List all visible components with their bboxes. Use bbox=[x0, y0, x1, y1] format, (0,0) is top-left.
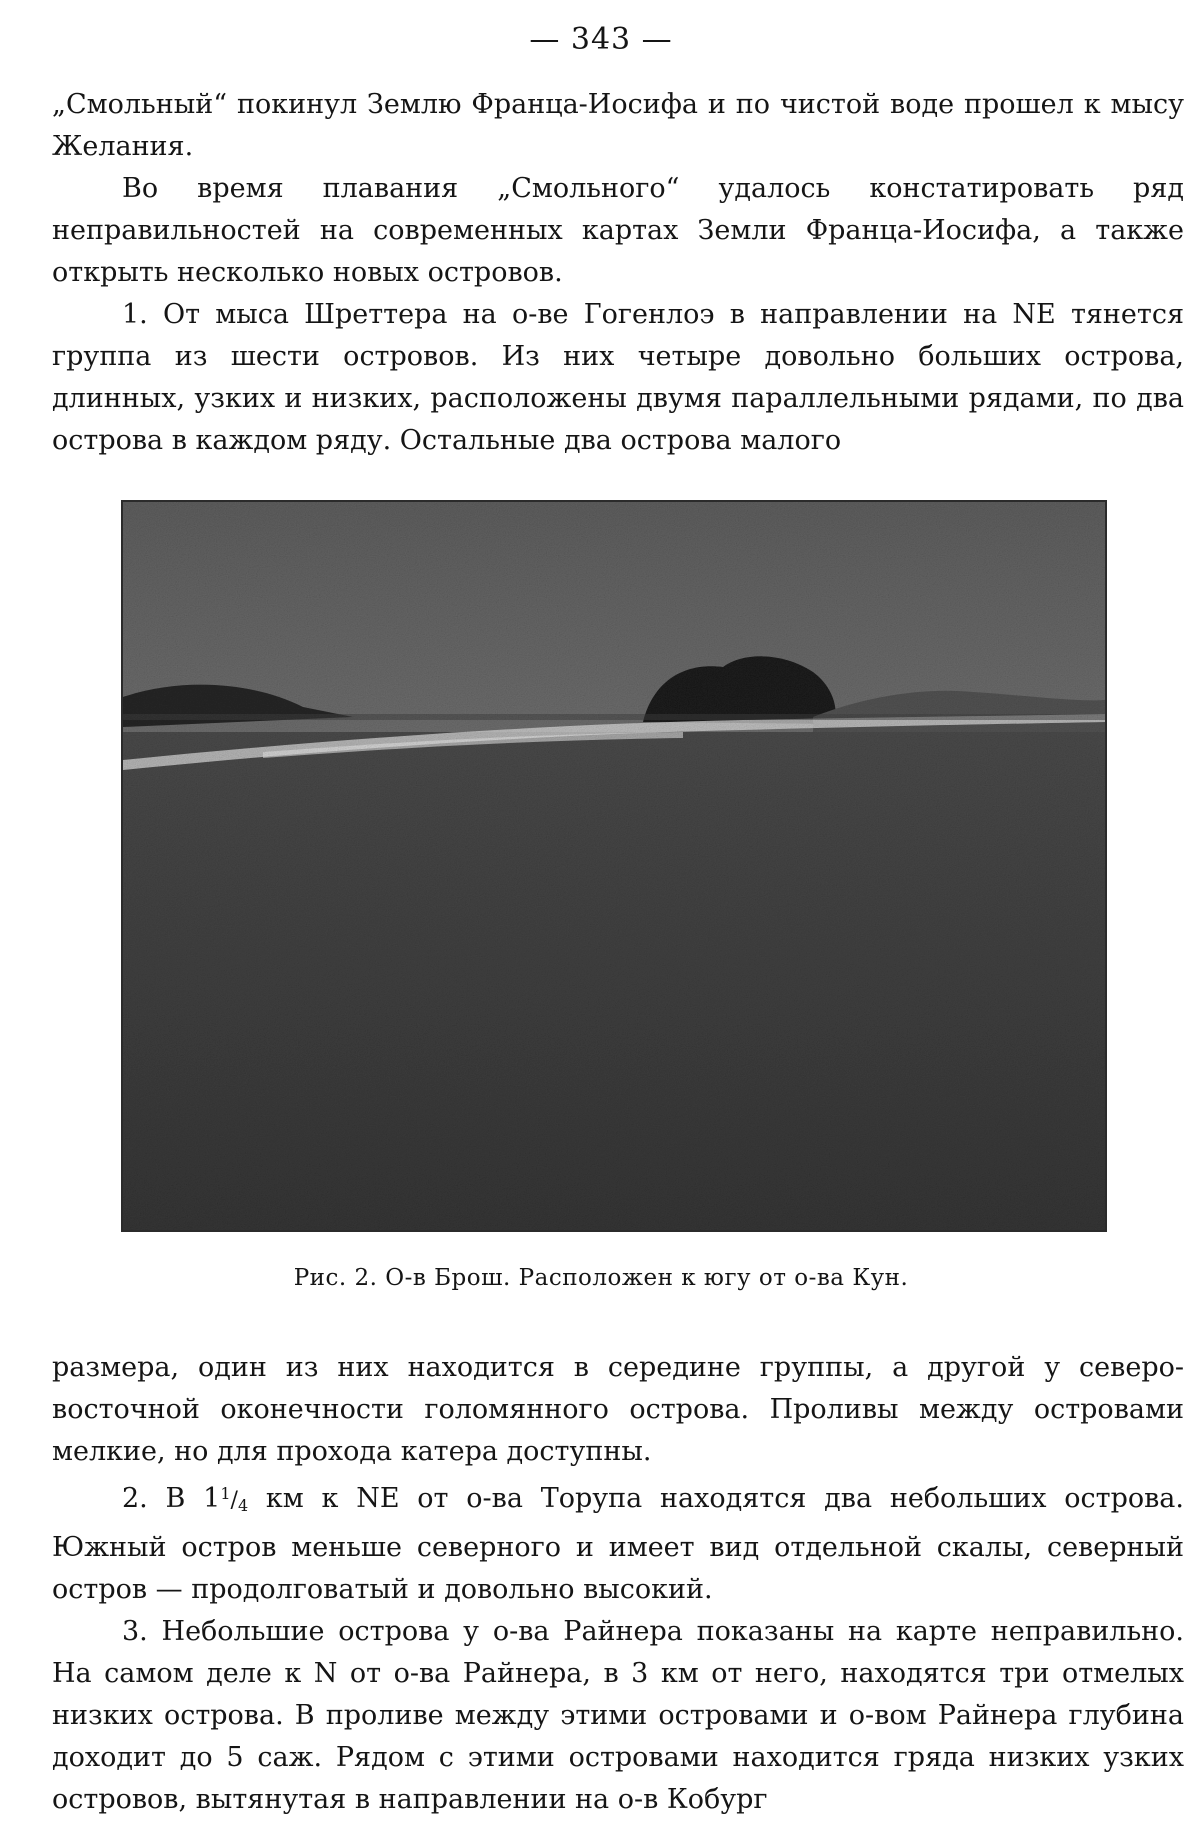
text-block-top bbox=[52, 84, 1184, 462]
paragraph-2 bbox=[52, 1473, 1184, 1611]
page-number: — 343 — bbox=[529, 22, 673, 57]
fraction-numerator: 1 bbox=[220, 1484, 231, 1503]
figure-photo bbox=[121, 500, 1107, 1232]
text-block-bottom bbox=[52, 1347, 1184, 1821]
paragraph-2-start: 2. В 1 bbox=[122, 1483, 221, 1514]
paragraph: 3. Небольшие острова у о-ва Райнера показаны на карте неправильно. На самом деле к N от о-ва Райнера, в 3 км от него, находятся три отмелых низких острова. В проливе между этими островами и о-вом Райнера глубина доходит до 5 саж. Рядом с этими островами находится гряда низких узких островов, вытянутая в направлении на о-в Кобург bbox=[52, 1616, 1184, 1815]
fraction: $^1/_4$ bbox=[220, 1484, 249, 1515]
photo-image bbox=[123, 502, 1105, 1230]
paragraph: „Смольный“ покинул Землю Франца-Иосифа и по чистой воде прошел к мысу Желания. bbox=[52, 89, 1184, 162]
paragraph: Во время плавания „Смольного“ удалось констатировать ряд неправильностей на современных картах Земли Франца-Иосифа, а также открыть несколько новых островов. bbox=[52, 173, 1184, 288]
paragraph-2-end: км к NE от о-ва Торупа находятся два небольших острова. Южный остров меньше северного и имеет вид отдельной скалы, северный остров — продолговатый и довольно высокий. bbox=[52, 1483, 1184, 1605]
paragraph: размера, один из них находится в середине группы, а другой у северо-восточной оконечности голомянного острова. Проливы между островами мелкие, но для прохода катера доступны. bbox=[52, 1352, 1184, 1467]
figure-caption: Рис. 2. О-в Брош. Расположен к югу от о-ва Кун. bbox=[293, 1265, 909, 1291]
fraction-denominator: 4 bbox=[237, 1496, 249, 1515]
paragraph: 1. От мыса Шреттера на о-ве Гогенлоэ в направлении на NE тянется группа из шести островов. Из них четыре довольно больших острова, длинных, узких и низких, расположены двумя параллельными рядами, по два острова в каждом ряду. Остальные два острова малого bbox=[52, 299, 1184, 456]
